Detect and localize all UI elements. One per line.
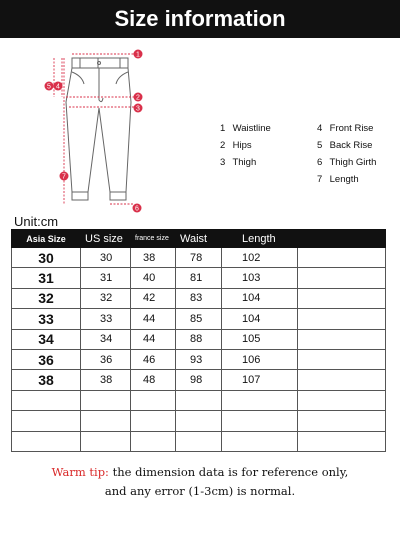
- waist-cell: 81: [176, 268, 222, 288]
- waist-cell: [176, 411, 222, 431]
- france-size-cell: 44: [131, 309, 176, 329]
- table-row: [12, 268, 386, 288]
- diagram-marker-6: 6: [135, 205, 139, 213]
- us-size-cell: 38: [81, 370, 131, 390]
- diagram-marker-3: 3: [136, 105, 140, 113]
- legend-item-thigh-girth: 6 Thigh Girth: [317, 157, 377, 168]
- waist-cell: [176, 431, 222, 451]
- header-blank: [298, 230, 386, 248]
- blank-cell: [298, 431, 386, 451]
- length-cell: 104: [222, 288, 298, 308]
- asia-size-cell: 32: [12, 288, 81, 308]
- header-france-size: france size: [131, 230, 176, 248]
- blank-cell: [298, 390, 386, 410]
- asia-size-cell: [12, 411, 81, 431]
- header-waist: Waist: [176, 230, 222, 248]
- table-row: [12, 370, 386, 390]
- us-size-cell: 30: [81, 248, 131, 268]
- us-size-cell: 32: [81, 288, 131, 308]
- france-size-cell: [131, 411, 176, 431]
- blank-cell: [298, 268, 386, 288]
- warm-tip-label: Warm tip:: [51, 465, 109, 479]
- length-cell: [222, 411, 298, 431]
- blank-cell: [298, 411, 386, 431]
- legend-item-back-rise: 5 Back Rise: [317, 140, 373, 151]
- asia-size-cell: 30: [12, 248, 81, 268]
- header-us-size: US size: [81, 230, 131, 248]
- blank-cell: [298, 309, 386, 329]
- warm-tip-line-1: the dimension data is for reference only,: [112, 465, 349, 479]
- warm-tip-line-2: and any error (1-3cm) is normal.: [104, 484, 296, 498]
- waist-cell: 98: [176, 370, 222, 390]
- waist-cell: 85: [176, 309, 222, 329]
- asia-size-cell: 31: [12, 268, 81, 288]
- table-row: [12, 390, 386, 410]
- legend-item-hips: 2 Hips: [220, 140, 252, 151]
- table-row: [12, 431, 386, 451]
- legend-item-length: 7 Length: [317, 174, 359, 185]
- legend-item-waistline: 1 Waistline: [220, 123, 271, 134]
- waist-cell: 88: [176, 329, 222, 349]
- asia-size-cell: [12, 390, 81, 410]
- length-cell: 102: [222, 248, 298, 268]
- table-row: [12, 329, 386, 349]
- us-size-cell: [81, 431, 131, 451]
- length-cell: [222, 431, 298, 451]
- waist-cell: 83: [176, 288, 222, 308]
- table-row: [12, 411, 386, 431]
- diagram-marker-1: 1: [136, 51, 140, 59]
- us-size-cell: 34: [81, 329, 131, 349]
- asia-size-cell: 34: [12, 329, 81, 349]
- asia-size-cell: 36: [12, 349, 81, 369]
- header-asia-size: Asia Size: [12, 230, 81, 248]
- france-size-cell: [131, 431, 176, 451]
- us-size-cell: 33: [81, 309, 131, 329]
- us-size-cell: [81, 411, 131, 431]
- us-size-cell: 36: [81, 349, 131, 369]
- unit-label: Unit:cm: [14, 214, 59, 229]
- france-size-cell: [131, 390, 176, 410]
- table-row: [12, 248, 386, 268]
- length-cell: 103: [222, 268, 298, 288]
- asia-size-cell: 33: [12, 309, 81, 329]
- france-size-cell: 40: [131, 268, 176, 288]
- waist-cell: [176, 390, 222, 410]
- us-size-cell: [81, 390, 131, 410]
- page-title: Size information: [114, 6, 286, 31]
- blank-cell: [298, 288, 386, 308]
- blank-cell: [298, 370, 386, 390]
- waist-cell: 93: [176, 349, 222, 369]
- diagram-marker-7: 7: [62, 173, 66, 181]
- length-cell: 105: [222, 329, 298, 349]
- length-cell: 107: [222, 370, 298, 390]
- warm-tip: [0, 463, 400, 501]
- page-banner: [0, 0, 400, 38]
- france-size-cell: 48: [131, 370, 176, 390]
- header-length: Length: [222, 230, 298, 248]
- france-size-cell: 46: [131, 349, 176, 369]
- france-size-cell: 38: [131, 248, 176, 268]
- asia-size-cell: [12, 431, 81, 451]
- diagram-marker-2: 2: [136, 94, 140, 102]
- asia-size-cell: 38: [12, 370, 81, 390]
- blank-cell: [298, 248, 386, 268]
- pants-measurement-diagram: [36, 42, 156, 218]
- blank-cell: [298, 349, 386, 369]
- france-size-cell: 42: [131, 288, 176, 308]
- legend-item-thigh: 3 Thigh: [220, 157, 257, 168]
- size-table-header: [12, 230, 386, 248]
- blank-cell: [298, 329, 386, 349]
- diagram-marker-5: 5: [47, 83, 51, 91]
- france-size-cell: 44: [131, 329, 176, 349]
- us-size-cell: 31: [81, 268, 131, 288]
- length-cell: 106: [222, 349, 298, 369]
- size-table: [11, 229, 386, 452]
- table-row: [12, 349, 386, 369]
- length-cell: [222, 390, 298, 410]
- legend-item-front-rise: 4 Front Rise: [317, 123, 374, 134]
- table-row: [12, 309, 386, 329]
- waist-cell: 78: [176, 248, 222, 268]
- table-row: [12, 288, 386, 308]
- diagram-marker-4: 4: [56, 83, 60, 91]
- length-cell: 104: [222, 309, 298, 329]
